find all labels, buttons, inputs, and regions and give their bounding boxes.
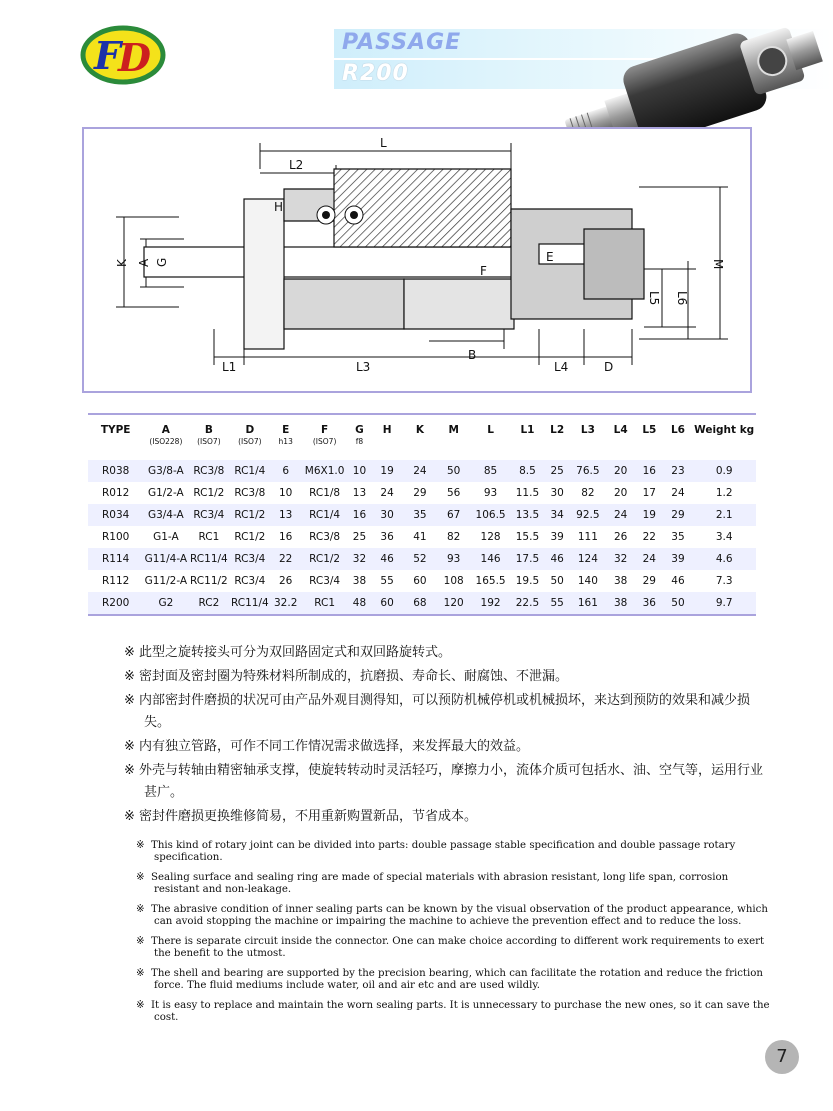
table-cell: 60	[404, 570, 437, 592]
technical-drawing	[82, 127, 752, 393]
table-cell: 161	[569, 592, 606, 614]
cross-section-diagram	[84, 129, 750, 391]
table-cell: G11/2-A	[143, 570, 188, 592]
dim-label-L5: L5	[647, 291, 661, 306]
table-cell: 24	[664, 482, 693, 504]
table-cell: 46	[664, 570, 693, 592]
product-name: PASSAGE	[342, 30, 462, 55]
dim-label-K: K	[115, 259, 129, 267]
table-cell: 22	[270, 548, 301, 570]
table-cell: 120	[436, 592, 471, 614]
header-d: D (ISO7)	[238, 424, 262, 446]
type-cell: R038	[88, 460, 143, 482]
table-cell: 2.1	[692, 504, 756, 526]
table-cell: 48	[348, 592, 371, 614]
table-cell: 24	[404, 460, 437, 482]
spec-table	[88, 424, 756, 614]
table-cell: RC3/8	[301, 526, 348, 548]
dim-label-G: G	[155, 257, 169, 267]
table-cell: 128	[471, 526, 510, 548]
table-cell: G3/8-A	[143, 460, 188, 482]
table-cell: 52	[404, 548, 437, 570]
dim-label-B: B	[468, 348, 477, 362]
table-cell: 82	[436, 526, 471, 548]
table-cell: RC11/4	[229, 592, 270, 614]
table-cell: 32	[348, 548, 371, 570]
header-l4: L4	[613, 424, 628, 436]
en-note-4: ※ There is separate circuit inside the connector. One can make choice according to different work requirements to exert the benefit to the utmost.	[136, 936, 765, 959]
table-cell: 29	[404, 482, 437, 504]
table-cell: 19.5	[510, 570, 545, 592]
table-cell: 25	[348, 526, 371, 548]
en-note-2: ※ Sealing surface and sealing ring are made of special materials with abrasion resistant, long life span, corrosion resistant and non-leakage.	[136, 872, 729, 895]
table-cell: 32.2	[270, 592, 301, 614]
svg-text:D: D	[118, 35, 151, 80]
table-cell: 29	[635, 570, 664, 592]
table-cell: 108	[436, 570, 471, 592]
table-cell: 24	[606, 504, 635, 526]
cn-note-4: ※ 内有独立管路，可作不同工作情况需求做选择，来发挥最大的效益。	[124, 739, 530, 754]
table-cell: 41	[404, 526, 437, 548]
table-row	[88, 526, 756, 548]
header-h: H	[382, 424, 392, 436]
dim-label-E: E	[546, 250, 554, 264]
table-cell: 35	[664, 526, 693, 548]
table-cell: RC3/4	[229, 570, 270, 592]
table-cell: RC3/4	[188, 504, 229, 526]
table-cell: 106.5	[471, 504, 510, 526]
table-cell: 22.5	[510, 592, 545, 614]
header-a: A (ISO228)	[149, 424, 183, 446]
table-cell: 192	[471, 592, 510, 614]
table-cell: 29	[664, 504, 693, 526]
table-cell: 17.5	[510, 548, 545, 570]
table-cell: 111	[569, 526, 606, 548]
table-cell: RC11/2	[188, 570, 229, 592]
table-row	[88, 548, 756, 570]
table-cell: 24	[371, 482, 404, 504]
header-l: L	[487, 424, 494, 436]
header-g: G f8	[355, 424, 364, 446]
table-header-row	[88, 424, 756, 460]
table-bottom-rule	[88, 614, 756, 616]
table-cell: 10	[348, 460, 371, 482]
table-cell: 39	[664, 548, 693, 570]
table-cell: 46	[545, 548, 570, 570]
table-cell: 46	[371, 548, 404, 570]
dim-label-L1: L1	[222, 360, 237, 374]
table-cell: RC3/4	[229, 548, 270, 570]
table-cell: 38	[348, 570, 371, 592]
dim-label-F: F	[480, 264, 487, 278]
table-cell: 85	[471, 460, 510, 482]
dim-label-L6: L6	[675, 291, 689, 306]
dim-label-M: M	[711, 259, 725, 270]
table-cell: 93	[436, 548, 471, 570]
table-cell: 36	[371, 526, 404, 548]
table-cell: RC1/4	[301, 504, 348, 526]
type-cell: R100	[88, 526, 143, 548]
table-cell: 7.3	[692, 570, 756, 592]
table-cell: RC1	[301, 592, 348, 614]
table-cell: RC3/4	[301, 570, 348, 592]
header-l5: L5	[642, 424, 657, 436]
header-l6: L6	[670, 424, 685, 436]
dim-label-L2: L2	[289, 158, 304, 172]
spec-table-body	[88, 460, 756, 614]
cn-note-5: ※ 外壳与转轴由精密轴承支撑，使旋转转动时灵活轻巧，摩擦力小，流体介质可包括水、油、空气等，运用行业甚广。	[124, 763, 764, 800]
table-cell: 20	[606, 482, 635, 504]
table-row	[88, 504, 756, 526]
header-e: E h13	[278, 424, 293, 446]
dim-label-L4: L4	[554, 360, 569, 374]
table-cell: 4.6	[692, 548, 756, 570]
dim-label-L3: L3	[356, 360, 371, 374]
table-cell: 23	[664, 460, 693, 482]
table-cell: 26	[270, 570, 301, 592]
table-cell: 32	[606, 548, 635, 570]
table-cell: 50	[664, 592, 693, 614]
header-l3: L3	[580, 424, 595, 436]
header-weight: Weight kg	[694, 424, 755, 436]
table-cell: RC3/8	[188, 460, 229, 482]
header-m: M	[448, 424, 459, 436]
table-cell: RC1/8	[301, 482, 348, 504]
table-cell: 39	[545, 526, 570, 548]
table-cell: 10	[270, 482, 301, 504]
model-code: R200	[342, 61, 409, 86]
type-cell: R012	[88, 482, 143, 504]
chinese-notes	[124, 642, 764, 830]
header-type: TYPE	[100, 424, 131, 436]
dim-label-D: D	[604, 360, 614, 374]
table-cell: 60	[371, 592, 404, 614]
table-cell: 24	[635, 548, 664, 570]
table-cell: G3/4-A	[143, 504, 188, 526]
table-cell: RC1/4	[229, 460, 270, 482]
table-cell: 38	[606, 592, 635, 614]
en-note-3: ※ The abrasive condition of inner sealing parts can be known by the visual observation of the product appearance, which can avoid stopping the machine or impairing the machine to achieve the prevention effect and to reduce the loss.	[136, 904, 768, 927]
page-number: 7	[765, 1040, 799, 1074]
table-cell: 50	[545, 570, 570, 592]
dim-label-L: L	[380, 136, 387, 150]
table-cell: 13	[270, 504, 301, 526]
table-cell: 16	[348, 504, 371, 526]
table-cell: 19	[635, 504, 664, 526]
table-cell: 25	[545, 460, 570, 482]
table-cell: 6	[270, 460, 301, 482]
table-cell: RC1/2	[301, 548, 348, 570]
table-cell: 146	[471, 548, 510, 570]
table-cell: 55	[371, 570, 404, 592]
table-cell: 140	[569, 570, 606, 592]
table-cell: G2	[143, 592, 188, 614]
table-cell: 16	[635, 460, 664, 482]
product-photo	[548, 20, 828, 138]
type-cell: R112	[88, 570, 143, 592]
table-row	[88, 592, 756, 614]
table-cell: 3.4	[692, 526, 756, 548]
type-cell: R200	[88, 592, 143, 614]
svg-text:F: F	[94, 33, 121, 78]
table-cell: 17	[635, 482, 664, 504]
table-cell: 8.5	[510, 460, 545, 482]
fd-logo	[80, 25, 166, 85]
table-cell: 30	[371, 504, 404, 526]
table-cell: 124	[569, 548, 606, 570]
cn-note-3: ※ 内部密封件磨损的状况可由产品外观目测得知，可以预防机械停机或机械损坏，来达到预防的效果和减少损失。	[124, 693, 751, 730]
table-cell: 67	[436, 504, 471, 526]
table-cell: RC3/8	[229, 482, 270, 504]
table-cell: RC1/2	[229, 526, 270, 548]
table-cell: RC1/2	[188, 482, 229, 504]
table-cell: 82	[569, 482, 606, 504]
table-cell: 9.7	[692, 592, 756, 614]
table-cell: 19	[371, 460, 404, 482]
table-cell: 13	[348, 482, 371, 504]
table-cell: 55	[545, 592, 570, 614]
table-cell: RC2	[188, 592, 229, 614]
type-cell: R034	[88, 504, 143, 526]
cn-note-1: ※ 此型之旋转接头可分为双回路固定式和双回路旋转式。	[124, 645, 452, 660]
table-cell: 15.5	[510, 526, 545, 548]
table-cell: 36	[635, 592, 664, 614]
table-cell: 50	[436, 460, 471, 482]
header-l2: L2	[550, 424, 565, 436]
table-cell: 22	[635, 526, 664, 548]
header-f: F (ISO7)	[312, 424, 337, 446]
table-cell: 76.5	[569, 460, 606, 482]
table-cell: G1/2-A	[143, 482, 188, 504]
table-cell: 16	[270, 526, 301, 548]
table-row	[88, 460, 756, 482]
table-cell: 13.5	[510, 504, 545, 526]
table-cell: G1-A	[143, 526, 188, 548]
table-cell: 93	[471, 482, 510, 504]
table-cell: 1.2	[692, 482, 756, 504]
table-cell: 165.5	[471, 570, 510, 592]
table-cell: 0.9	[692, 460, 756, 482]
table-cell: 26	[606, 526, 635, 548]
cn-note-6: ※ 密封件磨损更换维修简易，不用重新购置新品，节省成本。	[124, 809, 478, 824]
table-cell: 30	[545, 482, 570, 504]
header-k: K	[415, 424, 424, 436]
en-note-6: ※ It is easy to replace and maintain the worn sealing parts. It is unnecessary to purchase the new ones, so it can save the cost.	[136, 1000, 770, 1023]
table-cell: 35	[404, 504, 437, 526]
type-cell: R114	[88, 548, 143, 570]
en-note-1: ※ This kind of rotary joint can be divided into parts: double passage stable specification and double passage rotary specification.	[136, 840, 736, 863]
table-cell: 38	[606, 570, 635, 592]
header-b: B (ISO7)	[197, 424, 221, 446]
table-cell: RC11/4	[188, 548, 229, 570]
table-cell: 56	[436, 482, 471, 504]
english-notes	[136, 840, 776, 1032]
table-cell: M6X1.0	[301, 460, 348, 482]
table-cell: 92.5	[569, 504, 606, 526]
table-cell: 11.5	[510, 482, 545, 504]
table-cell: G11/4-A	[143, 548, 188, 570]
cn-note-2: ※ 密封面及密封圈为特殊材料所制成的，抗磨损、寿命长、耐腐蚀、不泄漏。	[124, 669, 569, 684]
table-row	[88, 570, 756, 592]
table-row	[88, 482, 756, 504]
table-cell: RC1	[188, 526, 229, 548]
table-cell: 20	[606, 460, 635, 482]
dim-label-A: A	[137, 258, 151, 267]
table-cell: 34	[545, 504, 570, 526]
dim-label-H: H	[274, 200, 284, 214]
table-cell: RC1/2	[229, 504, 270, 526]
header-l1: L1	[520, 424, 535, 436]
table-cell: 68	[404, 592, 437, 614]
table-top-rule	[88, 413, 756, 415]
en-note-5: ※ The shell and bearing are supported by the precision bearing, which can facilitate the rotation and reduce the friction force. The fluid mediums include water, oil and air etc and are used wildly.	[136, 968, 763, 991]
